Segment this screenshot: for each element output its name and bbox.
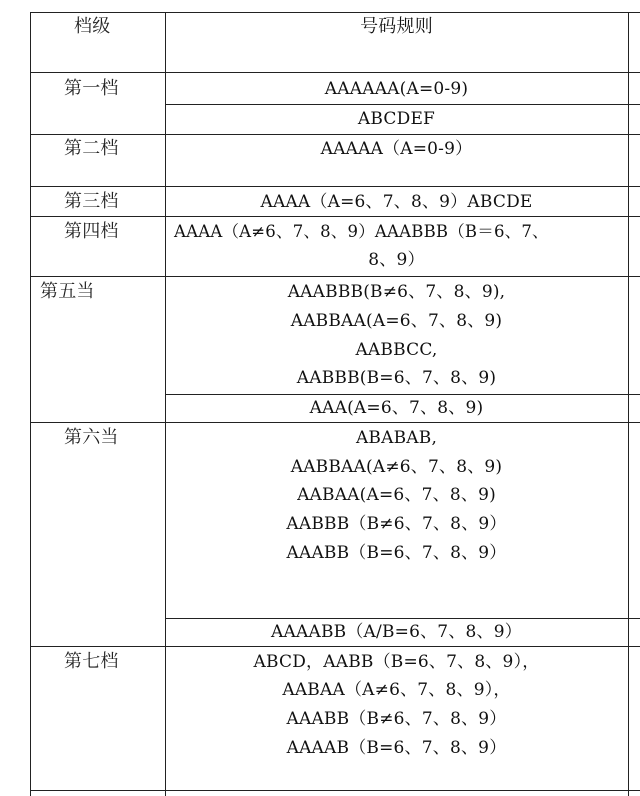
table-column-divider-right — [628, 12, 629, 796]
row-divider — [30, 276, 640, 277]
row-divider — [30, 422, 640, 423]
rule-line: 8、9） — [368, 250, 425, 270]
row-divider — [30, 186, 640, 187]
level-cell: 第七档 — [64, 651, 119, 672]
rule-line: AAABB（B≠6、7、8、9） — [286, 709, 507, 729]
header-rule: 号码规则 — [360, 16, 433, 37]
rule-line: AAABB（B=6、7、8、9） — [286, 543, 507, 563]
rule-line: AAAAA（A=0-9） — [320, 139, 473, 159]
row-divider — [30, 790, 640, 791]
rule-cell-divider — [165, 104, 640, 105]
rule-line: ABCD，AABB（B=6、7、8、9）， — [253, 652, 540, 672]
rule-line: ABCDEF — [357, 109, 436, 129]
row-divider — [30, 134, 640, 135]
table-border-left — [30, 12, 31, 796]
header-row-divider — [30, 72, 640, 73]
level-cell: 第四档 — [64, 221, 119, 242]
rule-line: AAAAAA(A=0-9) — [324, 79, 469, 99]
rule-line: AAAAB（B=6、7、8、9） — [286, 738, 507, 758]
rule-line: AAABBB(B≠6、7、8、9), — [287, 282, 506, 302]
rule-line: AABBB(B=6、7、8、9) — [296, 368, 497, 388]
row-divider — [30, 216, 640, 217]
table-border-top — [30, 12, 640, 13]
rule-line: AABBB（B≠6、7、8、9） — [286, 514, 507, 534]
rule-line: ABABAB, — [355, 428, 438, 448]
header-level: 档级 — [74, 16, 111, 37]
level-cell: 第三档 — [64, 191, 119, 212]
level-cell: 第二档 — [64, 138, 119, 159]
level-cell: 第五当 — [40, 281, 95, 302]
rule-line: AABBAA(A=6、7、8、9) — [290, 311, 503, 331]
rule-line: AAA(A=6、7、8、9) — [309, 398, 484, 418]
rule-line: AABBCC, — [355, 340, 438, 360]
rule-line: AAAABB（A/B=6、7、8、9） — [271, 622, 522, 642]
row-divider — [30, 646, 640, 647]
level-cell: 第一档 — [64, 78, 119, 99]
rule-line: AABAA（A≠6、7、8、9）， — [282, 680, 511, 700]
level-cell: 第六当 — [64, 427, 119, 448]
rule-line: AABBAA(A≠6、7、8、9) — [290, 457, 503, 477]
rule-line: AABAA(A=6、7、8、9) — [297, 485, 496, 505]
rule-line: AAAA（A=6、7、8、9）ABCDE — [260, 192, 533, 212]
rule-line: AAAA（A≠6、7、8、9）AAABBB（B＝6、7、 — [174, 222, 549, 241]
